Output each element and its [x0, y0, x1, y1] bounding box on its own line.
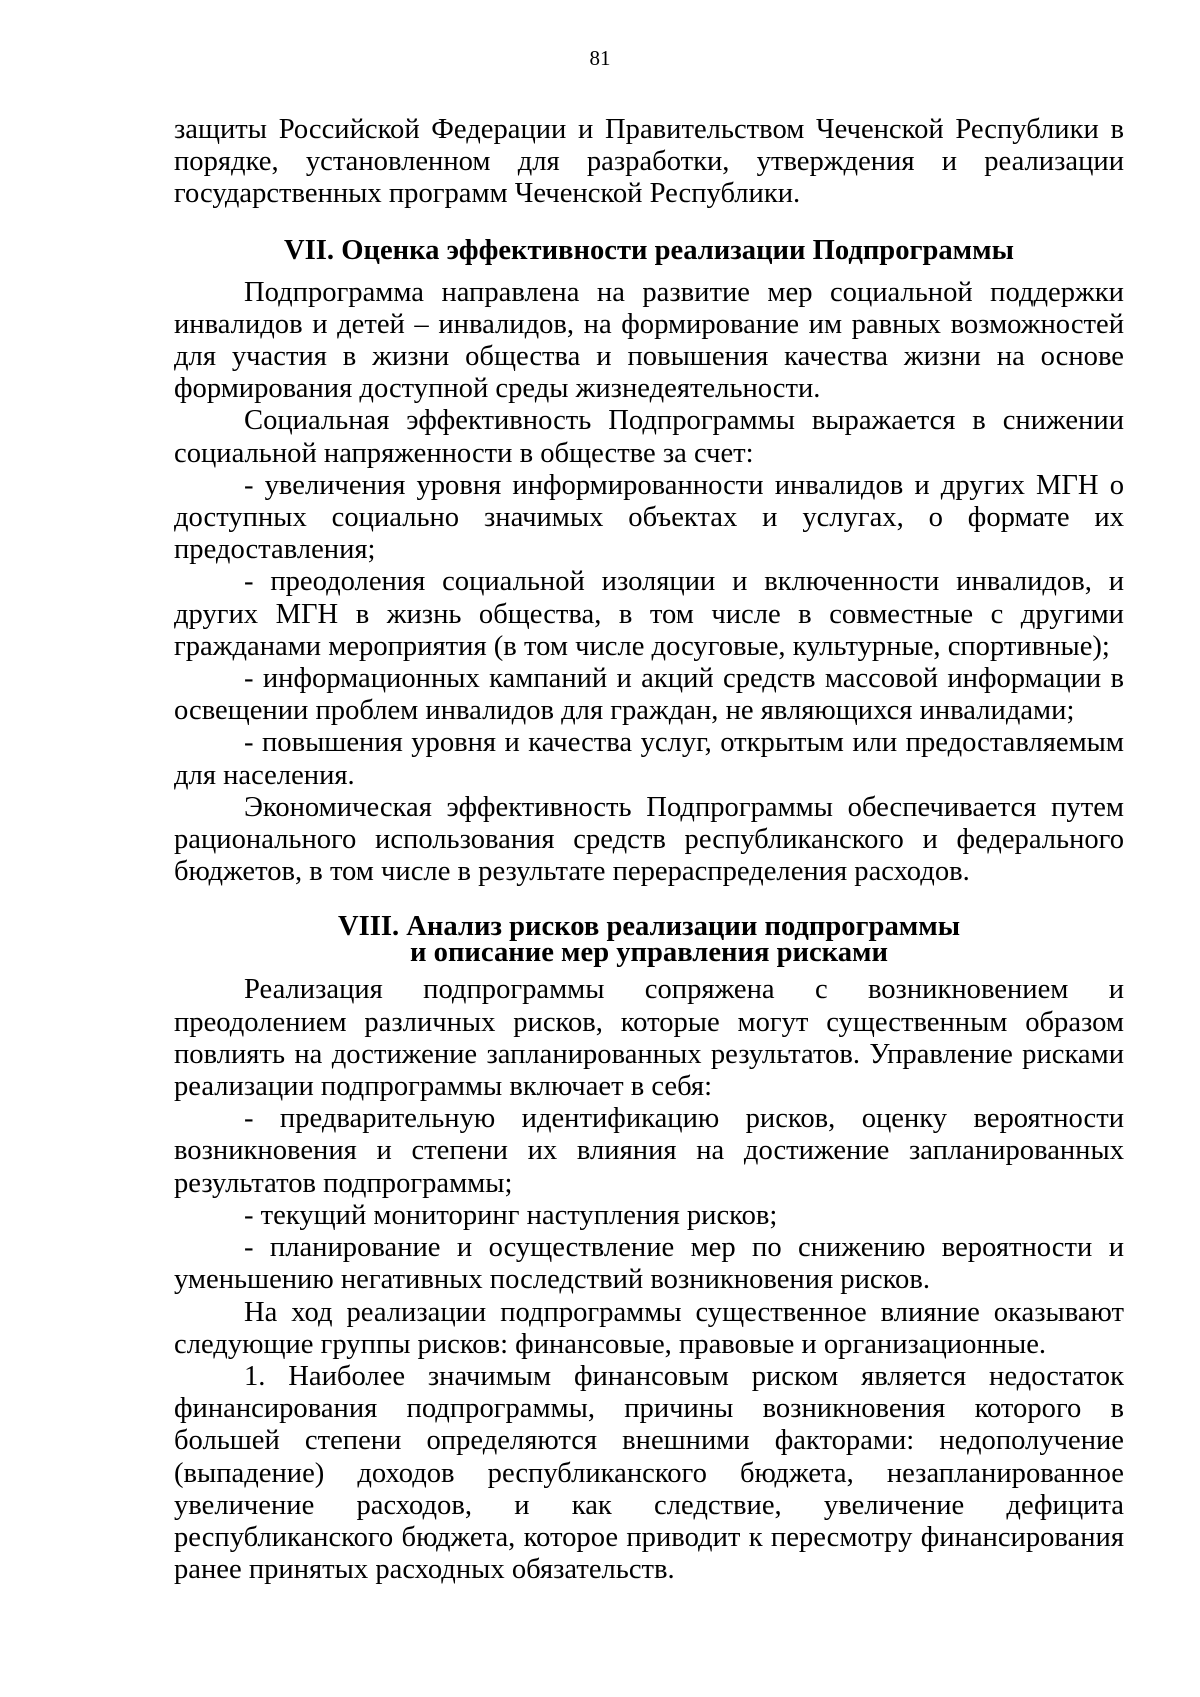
- section-7-list-item: - увеличения уровня информированности инвалидов и других МГН о доступных социально значимых объектах и услугах, о формате их предоставления;: [174, 469, 1124, 566]
- section-7-list-item: - повышения уровня и качества услуг, открытым или предоставляемым для населения.: [174, 727, 1124, 791]
- section-8-paragraph: На ход реализации подпрограммы существенное влияние оказывают следующие группы рисков: финансовые, правовые и организационные.: [174, 1296, 1124, 1360]
- section-8-heading: [174, 911, 1124, 969]
- section-7-heading: VII. Оценка эффективности реализации Подпрограммы: [284, 234, 1014, 266]
- section-8-list-item: - текущий мониторинг наступления рисков;: [244, 1199, 778, 1231]
- section-7-paragraph: Подпрограмма направлена на развитие мер социальной поддержки инвалидов и детей – инвалидов, на формирование им равных возможностей для участия в жизни общества и повышения качества жизни на основе формирования доступной среды жизнедеятельности.: [174, 276, 1124, 405]
- section-7-paragraph: Социальная эффективность Подпрограммы выражается в снижении социальной напряженности в обществе за счет:: [174, 405, 1124, 469]
- section-8-paragraph: Реализация подпрограммы сопряжена с возникновением и преодолением различных рисков, которые могут существенным образом повлиять на достижение запланированных результатов. Управление рисками реализации подпрограммы включает в себя:: [174, 974, 1124, 1103]
- intro-paragraph: защиты Российской Федерации и Правительством Чеченской Республики в порядке, установленном для разработки, утверждения и реализации государственных программ Чеченской Республики.: [174, 114, 1124, 210]
- section-8-paragraph: 1. Наиболее значимым финансовым риском является недостаток финансирования подпрограммы, причины возникновения которого в большей степени определяются внешними факторами: недополучение (выпадение) доходов республиканского бюджета, незапланированное увеличение расходов, и как следствие, увеличение дефицита республиканского бюджета, которое приводит к пересмотру финансирования ранее принятых расходных обязательств.: [174, 1360, 1124, 1586]
- document-body: [174, 114, 1124, 1586]
- section-8-heading-line-2: и описание мер управления рисками: [410, 937, 888, 969]
- section-8-list-item: - планирование и осуществление мер по снижению вероятности и уменьшению негативных последствий возникновения рисков.: [174, 1232, 1124, 1296]
- section-7-list-item: - преодоления социальной изоляции и включенности инвалидов, и других МГН в жизнь общества, в том числе в совместные с другими гражданами мероприятия (в том числе досуговые, культурные, спортивные);: [174, 566, 1124, 662]
- section-8-heading-line-1: VIII. Анализ рисков реализации подпрограммы: [337, 911, 961, 943]
- section-7-list-item: - информационных кампаний и акций средств массовой информации в освещении проблем инвалидов для граждан, не являющихся инвалидами;: [174, 663, 1124, 727]
- section-7-paragraph: Экономическая эффективность Подпрограммы обеспечивается путем рационального использования средств республиканского и федерального бюджетов, в том числе в результате перераспределения расходов.: [174, 791, 1124, 888]
- section-8-list-item: - предварительную идентификацию рисков, оценку вероятности возникновения и степени их влияния на достижение запланированных результатов подпрограммы;: [174, 1103, 1124, 1199]
- page-number: 81: [589, 46, 611, 70]
